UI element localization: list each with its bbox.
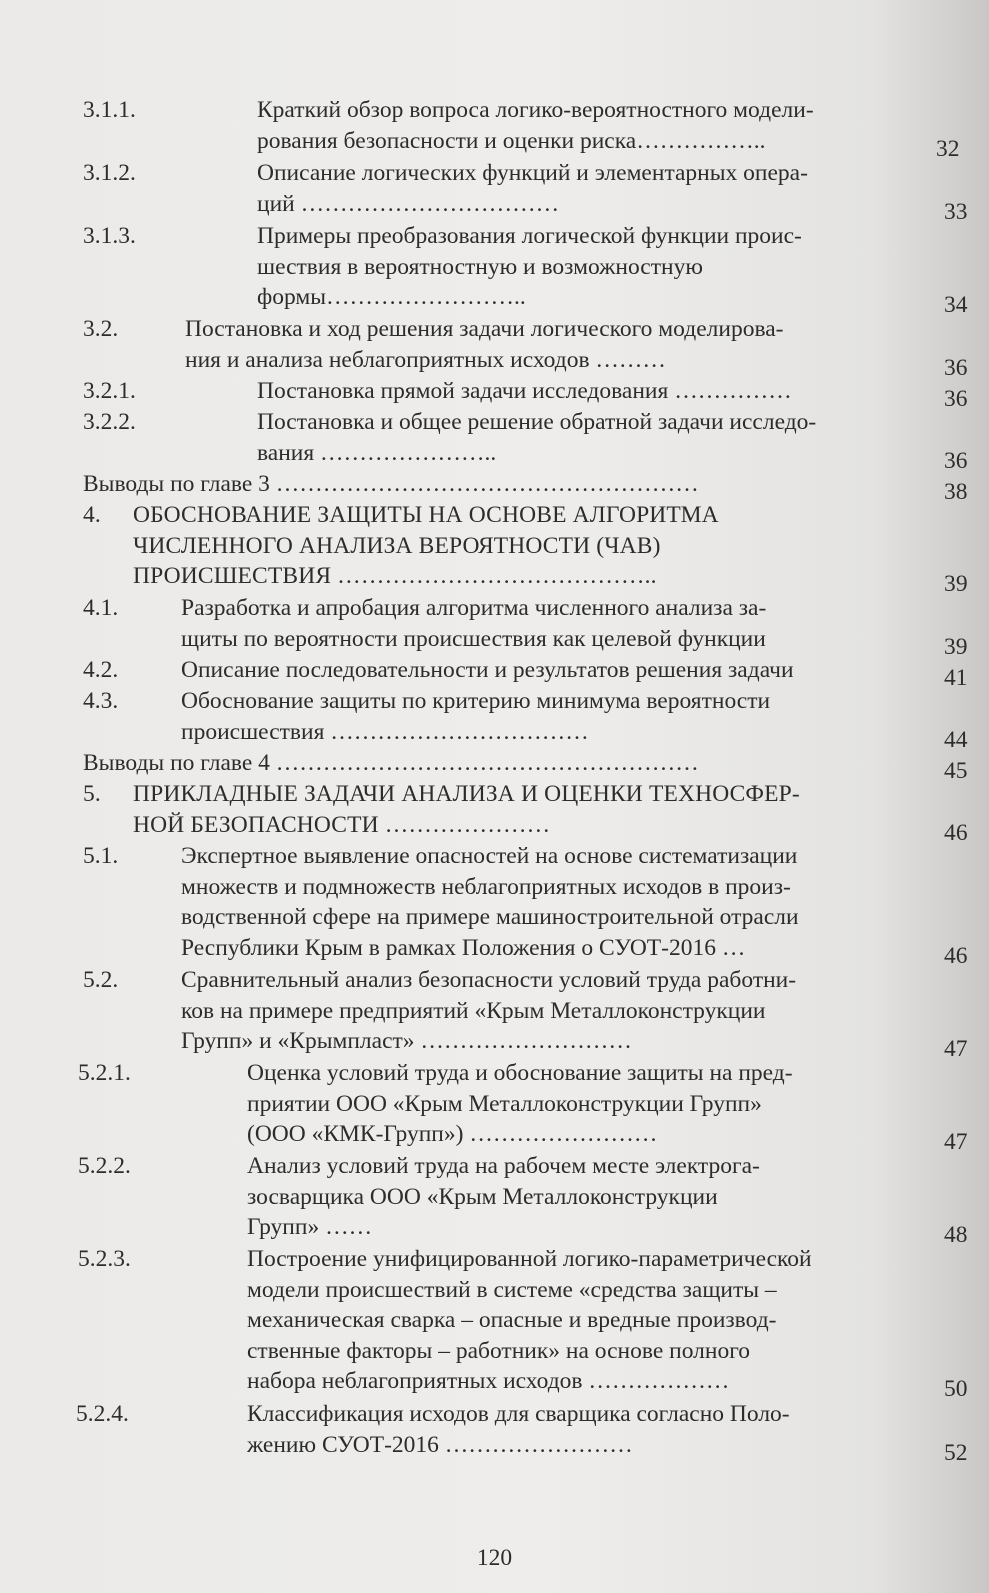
toc-entry-page: 44 — [944, 726, 968, 753]
toc-entry-line: ЧИСЛЕННОГО АНАЛИЗА ВЕРОЯТНОСТИ (ЧАВ) — [133, 532, 661, 559]
toc-entry-title — [181, 593, 766, 654]
toc-entry-number: 5.2. — [83, 967, 119, 993]
toc-entry — [0, 95, 989, 162]
page-number: 120 — [476, 1545, 513, 1571]
toc-entry-page: 33 — [944, 198, 968, 225]
toc-entry — [0, 407, 989, 474]
toc-entry-line: Разработка и апробация алгоритма численного анализа за- — [181, 595, 767, 621]
toc-entry-line: Краткий обзор вопроса логико-вероятностного модели- — [257, 97, 814, 123]
toc-entry — [0, 1244, 989, 1402]
toc-entry-title — [181, 686, 770, 747]
toc-entry-line: Постановка прямой задачи исследования …………… — [257, 378, 792, 404]
toc-entry-number: 3.1.1. — [83, 97, 136, 123]
toc-entry-line: Экспертное выявление опасностей на основе систематизации — [181, 843, 798, 869]
toc-entry-number: 4.2. — [83, 657, 119, 683]
toc-entry-number: 5.2.2. — [78, 1153, 131, 1179]
toc-entry-number: 3.2.2. — [83, 409, 136, 435]
toc-entry-line: Групп» и «Крымпласт» ……………………… — [181, 1028, 632, 1054]
toc-entry-title — [181, 841, 799, 963]
toc-entry-title — [181, 965, 796, 1057]
toc-entry-number: 3.2.1. — [83, 378, 136, 404]
toc-entry-title — [247, 1399, 790, 1460]
toc-entry — [0, 500, 989, 597]
toc-entry-line: формы…………………….. — [257, 284, 526, 310]
toc-entry-line: Выводы по главе 3 ……………………………………………… — [83, 471, 699, 497]
toc-entry-page: 48 — [944, 1222, 968, 1248]
toc-entry-page: 36 — [944, 386, 968, 412]
toc-entry-line: Постановка и ход решения задачи логического моделирова- — [185, 316, 784, 342]
toc-entry-title — [257, 95, 814, 156]
toc-entry-line: механическая сварка – опасные и вредные производ- — [247, 1307, 777, 1333]
toc-entry — [0, 314, 989, 381]
toc-entry-line: водственной сфере на примере машиностроительной отрасли — [181, 904, 799, 930]
toc-entry — [0, 655, 989, 691]
toc-entry-title — [257, 158, 808, 219]
toc-entry-page: 39 — [944, 633, 968, 660]
toc-entry-line: ния и анализа неблагоприятных исходов ……… — [185, 346, 666, 373]
toc-entry-line: происшествия …………………………… — [181, 718, 589, 745]
toc-entry-title — [257, 376, 792, 407]
toc-entry-line: приятии ООО «Крым Металлоконструкции Групп» — [247, 1090, 762, 1117]
toc-entry — [0, 1151, 989, 1248]
toc-entry-line: набора неблагоприятных исходов ……………… — [247, 1368, 730, 1394]
toc-entry — [0, 593, 989, 660]
toc-entry-line: модели происшествий в системе «средства защиты – — [247, 1276, 777, 1303]
toc-entry-number: 5.2.1. — [78, 1060, 131, 1086]
toc-entry — [0, 221, 989, 318]
toc-entry-number: 3.1.2. — [83, 160, 136, 186]
toc-entry-line: НОЙ БЕЗОПАСНОСТИ ………………… — [133, 811, 551, 838]
toc-entry — [0, 748, 989, 784]
toc-entry-line: жению СУОТ-2016 …………………… — [247, 1431, 633, 1458]
toc-entry-number: 4.1. — [83, 595, 119, 621]
toc-entry-title — [181, 655, 794, 686]
toc-entry-line: ПРОИСШЕСТВИЯ ………………………………….. — [133, 563, 657, 589]
toc-entry-title — [133, 779, 800, 840]
toc-entry-page: 36 — [944, 447, 968, 474]
toc-entry-number: 5.2.4. — [76, 1401, 129, 1427]
toc-entry-line: Обоснование защиты по критерию минимума вероятности — [181, 688, 771, 714]
toc-entry-title — [257, 221, 802, 313]
toc-entry-line: Построение унифицированной логико-параметрической — [247, 1246, 812, 1272]
toc-entry-line: вания ………………….. — [257, 439, 497, 466]
toc-entry — [0, 779, 989, 846]
toc-entry-line: ПРИКЛАДНЫЕ ЗАДАЧИ АНАЛИЗА И ОЦЕНКИ ТЕХНОСФЕР- — [133, 781, 800, 807]
toc-entry-line: множеств и подмножеств неблагоприятных исходов в произ- — [181, 873, 791, 900]
toc-entry — [0, 686, 989, 753]
toc-entry-line: рования безопасности и оценки риска…………….. — [257, 127, 766, 154]
toc-entry-page: 45 — [944, 758, 968, 784]
toc-entry-title — [257, 407, 816, 468]
toc-entry-line: щиты по вероятности происшествия как целевой функции — [181, 625, 766, 652]
toc-entry-line: Описание логических функций и элементарных опера- — [257, 160, 808, 186]
toc-entry-page: 47 — [944, 1036, 968, 1062]
toc-entry-title — [185, 314, 783, 375]
toc-entry-title — [247, 1058, 793, 1150]
toc-entry-line: Выводы по главе 4 ……………………………………………… — [83, 750, 699, 776]
toc-entry-title — [83, 469, 699, 500]
toc-entry-title — [247, 1244, 812, 1397]
toc-entry-line: шествия в вероятностную и возможностную — [257, 253, 703, 280]
toc-entry-number: 5.1. — [83, 843, 119, 869]
toc-entry-line: зосварщика ООО «Крым Металлоконструкции — [247, 1183, 718, 1210]
toc-entry — [0, 469, 989, 505]
toc-entry-page: 34 — [944, 292, 968, 318]
toc-entry-number: 5.2.3. — [78, 1246, 131, 1272]
toc-entry-line: Оценка условий труда и обоснование защиты на пред- — [247, 1060, 793, 1086]
toc-entry-line: Республики Крым в рамках Положения о СУОТ-2016 … — [181, 934, 746, 961]
toc-entry-line: Классификация исходов для сварщика согласно Поло- — [247, 1401, 790, 1427]
toc-entry-line: Сравнительный анализ безопасности условий труда работни- — [181, 967, 797, 993]
toc-entry-title — [247, 1151, 760, 1243]
toc-entry-line: Групп» …… — [247, 1214, 373, 1240]
toc-entry-line: Постановка и общее решение обратной задачи исследо- — [257, 409, 817, 435]
toc-entry-line: ков на примере предприятий «Крым Металлоконструкции — [181, 997, 766, 1024]
toc-entry-page: 46 — [944, 819, 968, 846]
toc-entry-number: 4. — [83, 502, 101, 528]
toc-entry-page: 47 — [944, 1129, 968, 1155]
toc-entry-line: Анализ условий труда на рабочем месте электрога- — [247, 1153, 760, 1179]
toc-entry-title — [83, 748, 699, 779]
toc-entry — [0, 841, 989, 969]
toc-entry-line: Описание последовательности и результатов решения задачи — [181, 657, 794, 683]
toc-entry-line: (ООО «КМК-Групп») …………………… — [247, 1121, 658, 1147]
toc-entry — [0, 965, 989, 1062]
toc-entry — [0, 1058, 989, 1155]
toc-entry — [0, 1399, 989, 1466]
toc-entry-page: 41 — [944, 665, 968, 691]
toc-entry-line: ОБОСНОВАНИЕ ЗАЩИТЫ НА ОСНОВЕ АЛГОРИТМА — [133, 502, 719, 528]
toc-entry-line: ций …………………………… — [257, 190, 560, 217]
toc-entry-line: Примеры преобразования логической функции проис- — [257, 223, 802, 249]
toc-entry-number: 3.1.3. — [83, 223, 136, 249]
toc-entry-page: 39 — [944, 571, 968, 597]
toc-entry-page: 52 — [944, 1439, 968, 1466]
toc-entry-page: 46 — [944, 942, 968, 969]
toc-entry-page: 36 — [944, 354, 968, 381]
toc-entry-number: 5. — [83, 781, 101, 807]
toc-entry-page: 50 — [944, 1376, 968, 1402]
toc-entry-page: 32 — [936, 135, 960, 162]
toc-entry — [0, 376, 989, 412]
toc-entry-number: 4.3. — [83, 688, 119, 714]
toc-entry — [0, 158, 989, 225]
toc-entry-page: 38 — [944, 479, 968, 505]
toc-entry-number: 3.2. — [83, 316, 119, 342]
toc-entry-line: ственные факторы – работник» на основе полного — [247, 1337, 751, 1364]
toc-entry-title — [133, 500, 719, 592]
